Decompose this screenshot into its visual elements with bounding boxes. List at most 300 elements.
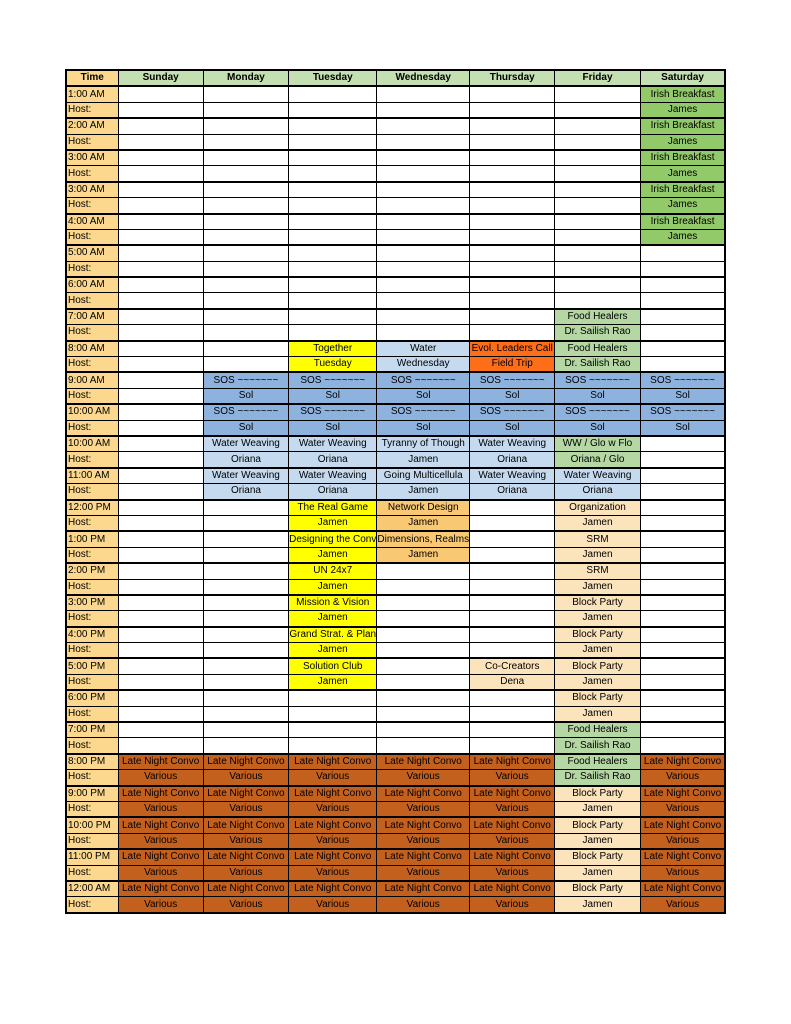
slot-wednesday: Jamen: [377, 452, 470, 468]
time-cell: 3:00 AM: [66, 150, 118, 166]
slot-friday: [555, 229, 640, 245]
slot-monday: [203, 134, 288, 150]
slot-saturday: [640, 436, 725, 452]
slot-monday: Late Night Convo: [203, 881, 288, 897]
table-row: [66, 547, 725, 563]
slot-friday: SOS ~~~~~~~: [555, 404, 640, 420]
slot-sunday: Various: [118, 801, 203, 817]
slot-saturday: Irish Breakfast: [640, 214, 725, 230]
slot-wednesday: Jamen: [377, 515, 470, 531]
table-row: [66, 817, 725, 833]
slot-friday: Jamen: [555, 801, 640, 817]
table-row: [66, 881, 725, 897]
slot-saturday: [640, 515, 725, 531]
slot-friday: [555, 150, 640, 166]
slot-wednesday: [377, 722, 470, 738]
schedule-body: [66, 86, 725, 912]
slot-monday: [203, 198, 288, 214]
slot-friday: Food Healers: [555, 341, 640, 357]
slot-tuesday: Tuesday: [289, 357, 377, 373]
table-row: [66, 102, 725, 118]
slot-sunday: [118, 595, 203, 611]
slot-tuesday: Jamen: [289, 674, 377, 690]
slot-sunday: [118, 643, 203, 659]
slot-saturday: [640, 484, 725, 500]
table-row: [66, 388, 725, 404]
table-row: [66, 484, 725, 500]
slot-friday: Block Party: [555, 849, 640, 865]
time-cell: Host:: [66, 452, 118, 468]
time-cell: 6:00 PM: [66, 690, 118, 706]
slot-sunday: [118, 420, 203, 436]
slot-saturday: Late Night Convo: [640, 817, 725, 833]
slot-thursday: Sol: [470, 388, 555, 404]
slot-monday: [203, 150, 288, 166]
slot-saturday: [640, 357, 725, 373]
slot-friday: Jamen: [555, 579, 640, 595]
slot-tuesday: [289, 102, 377, 118]
header-monday: Monday: [203, 70, 288, 86]
slot-thursday: [470, 293, 555, 309]
slot-tuesday: Jamen: [289, 515, 377, 531]
slot-monday: SOS ~~~~~~~: [203, 372, 288, 388]
table-row: [66, 563, 725, 579]
slot-tuesday: [289, 277, 377, 293]
slot-sunday: [118, 468, 203, 484]
slot-sunday: [118, 150, 203, 166]
table-row: [66, 229, 725, 245]
slot-thursday: [470, 118, 555, 134]
time-cell: 1:00 PM: [66, 531, 118, 547]
slot-saturday: [640, 261, 725, 277]
slot-tuesday: SOS ~~~~~~~: [289, 372, 377, 388]
slot-tuesday: Jamen: [289, 643, 377, 659]
slot-thursday: Oriana: [470, 484, 555, 500]
time-cell: Host:: [66, 102, 118, 118]
slot-friday: Jamen: [555, 611, 640, 627]
table-row: [66, 674, 725, 690]
table-row: [66, 595, 725, 611]
time-cell: Host:: [66, 357, 118, 373]
slot-thursday: Field Trip: [470, 357, 555, 373]
slot-sunday: [118, 658, 203, 674]
slot-wednesday: SOS ~~~~~~~: [377, 372, 470, 388]
slot-friday: [555, 86, 640, 102]
slot-saturday: [640, 547, 725, 563]
slot-monday: Sol: [203, 420, 288, 436]
slot-tuesday: Late Night Convo: [289, 786, 377, 802]
slot-wednesday: [377, 309, 470, 325]
slot-friday: Dr. Sailish Rao: [555, 325, 640, 341]
slot-monday: Late Night Convo: [203, 754, 288, 770]
slot-wednesday: [377, 261, 470, 277]
time-cell: 10:00 AM: [66, 404, 118, 420]
table-row: [66, 293, 725, 309]
slot-tuesday: Designing the Conv: [289, 531, 377, 547]
table-row: [66, 690, 725, 706]
time-cell: 8:00 PM: [66, 754, 118, 770]
slot-wednesday: Sol: [377, 388, 470, 404]
slot-wednesday: SOS ~~~~~~~: [377, 404, 470, 420]
slot-thursday: [470, 738, 555, 754]
slot-sunday: [118, 134, 203, 150]
slot-wednesday: Late Night Convo: [377, 849, 470, 865]
slot-saturday: James: [640, 134, 725, 150]
slot-thursday: Various: [470, 833, 555, 849]
slot-tuesday: [289, 706, 377, 722]
slot-wednesday: [377, 674, 470, 690]
slot-sunday: [118, 500, 203, 516]
slot-thursday: [470, 182, 555, 198]
slot-wednesday: [377, 86, 470, 102]
time-cell: Host:: [66, 897, 118, 913]
slot-wednesday: [377, 658, 470, 674]
time-cell: 5:00 AM: [66, 245, 118, 261]
table-row: [66, 865, 725, 881]
slot-monday: [203, 531, 288, 547]
slot-wednesday: Water: [377, 341, 470, 357]
slot-monday: Late Night Convo: [203, 817, 288, 833]
table-row: [66, 86, 725, 102]
table-row: [66, 627, 725, 643]
slot-thursday: Late Night Convo: [470, 786, 555, 802]
slot-sunday: Various: [118, 833, 203, 849]
slot-thursday: [470, 134, 555, 150]
slot-tuesday: Various: [289, 833, 377, 849]
slot-saturday: [640, 293, 725, 309]
slot-friday: Jamen: [555, 515, 640, 531]
slot-wednesday: Network Design: [377, 500, 470, 516]
slot-saturday: Irish Breakfast: [640, 150, 725, 166]
table-row: [66, 722, 725, 738]
time-cell: Host:: [66, 611, 118, 627]
slot-tuesday: Solution Club: [289, 658, 377, 674]
slot-thursday: [470, 706, 555, 722]
slot-sunday: [118, 404, 203, 420]
slot-monday: Late Night Convo: [203, 786, 288, 802]
slot-friday: Block Party: [555, 658, 640, 674]
slot-friday: Food Healers: [555, 309, 640, 325]
time-cell: Host:: [66, 420, 118, 436]
slot-thursday: [470, 531, 555, 547]
time-cell: 7:00 AM: [66, 309, 118, 325]
time-cell: 5:00 PM: [66, 658, 118, 674]
slot-tuesday: SOS ~~~~~~~: [289, 404, 377, 420]
slot-tuesday: [289, 325, 377, 341]
slot-thursday: [470, 547, 555, 563]
time-cell: 11:00 PM: [66, 849, 118, 865]
time-cell: 10:00 AM: [66, 436, 118, 452]
slot-thursday: Late Night Convo: [470, 754, 555, 770]
slot-wednesday: Dimensions, Realms: [377, 531, 470, 547]
time-cell: Host:: [66, 198, 118, 214]
table-row: [66, 754, 725, 770]
time-cell: Host:: [66, 484, 118, 500]
slot-thursday: SOS ~~~~~~~: [470, 404, 555, 420]
slot-monday: Various: [203, 801, 288, 817]
slot-tuesday: [289, 182, 377, 198]
slot-sunday: [118, 388, 203, 404]
table-row: [66, 579, 725, 595]
slot-sunday: [118, 261, 203, 277]
slot-friday: Block Party: [555, 786, 640, 802]
slot-monday: [203, 325, 288, 341]
time-cell: 2:00 AM: [66, 118, 118, 134]
slot-monday: SOS ~~~~~~~: [203, 404, 288, 420]
slot-friday: [555, 245, 640, 261]
slot-friday: Dr. Sailish Rao: [555, 770, 640, 786]
slot-thursday: [470, 690, 555, 706]
slot-tuesday: Various: [289, 865, 377, 881]
slot-wednesday: [377, 118, 470, 134]
slot-saturday: [640, 468, 725, 484]
time-cell: 1:00 AM: [66, 86, 118, 102]
time-cell: 9:00 AM: [66, 372, 118, 388]
table-row: [66, 897, 725, 913]
slot-wednesday: [377, 643, 470, 659]
table-row: [66, 341, 725, 357]
time-cell: Host:: [66, 833, 118, 849]
time-cell: Host:: [66, 801, 118, 817]
slot-monday: [203, 563, 288, 579]
table-row: [66, 150, 725, 166]
slot-saturday: Late Night Convo: [640, 786, 725, 802]
slot-friday: Oriana / Glo: [555, 452, 640, 468]
slot-monday: [203, 690, 288, 706]
slot-monday: [203, 674, 288, 690]
table-row: [66, 118, 725, 134]
slot-friday: Sol: [555, 420, 640, 436]
table-row: [66, 658, 725, 674]
header-sunday: Sunday: [118, 70, 203, 86]
header-wednesday: Wednesday: [377, 70, 470, 86]
slot-tuesday: [289, 198, 377, 214]
slot-sunday: [118, 706, 203, 722]
slot-thursday: Water Weaving: [470, 468, 555, 484]
slot-thursday: Co-Creators: [470, 658, 555, 674]
slot-sunday: [118, 182, 203, 198]
slot-tuesday: [289, 245, 377, 261]
slot-wednesday: Late Night Convo: [377, 881, 470, 897]
slot-saturday: [640, 595, 725, 611]
slot-monday: Oriana: [203, 484, 288, 500]
slot-thursday: [470, 198, 555, 214]
slot-saturday: James: [640, 229, 725, 245]
slot-sunday: [118, 198, 203, 214]
slot-monday: [203, 86, 288, 102]
slot-monday: Oriana: [203, 452, 288, 468]
slot-tuesday: [289, 229, 377, 245]
table-row: [66, 770, 725, 786]
slot-monday: [203, 722, 288, 738]
slot-friday: SRM: [555, 563, 640, 579]
slot-saturday: Late Night Convo: [640, 754, 725, 770]
time-cell: 10:00 PM: [66, 817, 118, 833]
slot-thursday: Water Weaving: [470, 436, 555, 452]
slot-friday: Jamen: [555, 833, 640, 849]
slot-saturday: [640, 674, 725, 690]
slot-tuesday: [289, 690, 377, 706]
slot-sunday: [118, 293, 203, 309]
slot-saturday: [640, 309, 725, 325]
slot-tuesday: Various: [289, 897, 377, 913]
slot-thursday: [470, 229, 555, 245]
slot-saturday: [640, 722, 725, 738]
slot-saturday: Late Night Convo: [640, 849, 725, 865]
slot-saturday: James: [640, 198, 725, 214]
slot-wednesday: [377, 277, 470, 293]
slot-thursday: [470, 86, 555, 102]
table-row: [66, 325, 725, 341]
slot-friday: Block Party: [555, 595, 640, 611]
table-row: [66, 166, 725, 182]
time-cell: 12:00 PM: [66, 500, 118, 516]
slot-wednesday: Wednesday: [377, 357, 470, 373]
slot-monday: [203, 277, 288, 293]
slot-tuesday: Oriana: [289, 484, 377, 500]
slot-friday: Oriana: [555, 484, 640, 500]
slot-wednesday: [377, 579, 470, 595]
slot-wednesday: Various: [377, 833, 470, 849]
slot-friday: Jamen: [555, 643, 640, 659]
slot-sunday: [118, 245, 203, 261]
slot-thursday: Late Night Convo: [470, 881, 555, 897]
slot-sunday: [118, 372, 203, 388]
slot-wednesday: Jamen: [377, 547, 470, 563]
slot-tuesday: UN 24x7: [289, 563, 377, 579]
slot-monday: [203, 293, 288, 309]
slot-tuesday: [289, 134, 377, 150]
slot-wednesday: [377, 214, 470, 230]
slot-monday: [203, 261, 288, 277]
slot-wednesday: [377, 198, 470, 214]
time-cell: 6:00 AM: [66, 277, 118, 293]
slot-friday: SOS ~~~~~~~: [555, 372, 640, 388]
slot-friday: Jamen: [555, 897, 640, 913]
slot-sunday: Late Night Convo: [118, 849, 203, 865]
slot-thursday: Various: [470, 801, 555, 817]
slot-wednesday: Late Night Convo: [377, 754, 470, 770]
slot-sunday: [118, 86, 203, 102]
header-tuesday: Tuesday: [289, 70, 377, 86]
slot-monday: [203, 595, 288, 611]
table-row: [66, 515, 725, 531]
slot-thursday: Late Night Convo: [470, 817, 555, 833]
slot-saturday: [640, 579, 725, 595]
slot-saturday: [640, 706, 725, 722]
slot-wednesday: Various: [377, 865, 470, 881]
slot-friday: Jamen: [555, 706, 640, 722]
slot-sunday: [118, 563, 203, 579]
schedule-table: [65, 69, 726, 914]
slot-saturday: Various: [640, 897, 725, 913]
slot-thursday: [470, 595, 555, 611]
slot-sunday: [118, 515, 203, 531]
slot-tuesday: Various: [289, 770, 377, 786]
slot-saturday: [640, 341, 725, 357]
slot-sunday: [118, 436, 203, 452]
header-time: Time: [66, 70, 118, 86]
slot-sunday: [118, 674, 203, 690]
slot-friday: Block Party: [555, 690, 640, 706]
slot-wednesday: [377, 102, 470, 118]
slot-friday: [555, 102, 640, 118]
slot-friday: Block Party: [555, 627, 640, 643]
slot-monday: [203, 579, 288, 595]
slot-thursday: [470, 563, 555, 579]
table-row: [66, 531, 725, 547]
slot-monday: [203, 627, 288, 643]
slot-monday: [203, 214, 288, 230]
slot-saturday: [640, 738, 725, 754]
slot-tuesday: [289, 214, 377, 230]
time-cell: 12:00 AM: [66, 881, 118, 897]
slot-sunday: [118, 579, 203, 595]
slot-tuesday: Various: [289, 801, 377, 817]
slot-thursday: [470, 500, 555, 516]
slot-friday: Food Healers: [555, 754, 640, 770]
time-cell: Host:: [66, 134, 118, 150]
table-row: [66, 372, 725, 388]
slot-wednesday: Jamen: [377, 484, 470, 500]
slot-saturday: Sol: [640, 420, 725, 436]
header-thursday: Thursday: [470, 70, 555, 86]
slot-sunday: [118, 531, 203, 547]
slot-saturday: [640, 500, 725, 516]
slot-thursday: [470, 150, 555, 166]
header-friday: Friday: [555, 70, 640, 86]
slot-sunday: [118, 102, 203, 118]
slot-tuesday: [289, 86, 377, 102]
slot-friday: Organization: [555, 500, 640, 516]
slot-sunday: Various: [118, 865, 203, 881]
slot-thursday: [470, 261, 555, 277]
time-cell: Host:: [66, 388, 118, 404]
slot-tuesday: [289, 738, 377, 754]
slot-sunday: [118, 690, 203, 706]
time-cell: Host:: [66, 674, 118, 690]
table-row: [66, 134, 725, 150]
slot-friday: Jamen: [555, 547, 640, 563]
slot-monday: Various: [203, 865, 288, 881]
slot-monday: [203, 182, 288, 198]
time-cell: Host:: [66, 325, 118, 341]
slot-thursday: [470, 643, 555, 659]
slot-sunday: Late Night Convo: [118, 786, 203, 802]
slot-wednesday: [377, 245, 470, 261]
slot-tuesday: Jamen: [289, 547, 377, 563]
slot-monday: Various: [203, 770, 288, 786]
slot-saturday: Sol: [640, 388, 725, 404]
slot-friday: Dr. Sailish Rao: [555, 738, 640, 754]
slot-monday: Water Weaving: [203, 436, 288, 452]
slot-tuesday: Late Night Convo: [289, 849, 377, 865]
time-cell: 4:00 AM: [66, 214, 118, 230]
slot-sunday: Late Night Convo: [118, 817, 203, 833]
slot-saturday: Late Night Convo: [640, 881, 725, 897]
slot-thursday: Oriana: [470, 452, 555, 468]
table-row: [66, 309, 725, 325]
slot-monday: [203, 102, 288, 118]
time-cell: Host:: [66, 770, 118, 786]
slot-tuesday: [289, 166, 377, 182]
slot-monday: [203, 500, 288, 516]
table-row: [66, 420, 725, 436]
slot-saturday: [640, 452, 725, 468]
table-row: [66, 182, 725, 198]
slot-sunday: [118, 452, 203, 468]
slot-thursday: [470, 515, 555, 531]
